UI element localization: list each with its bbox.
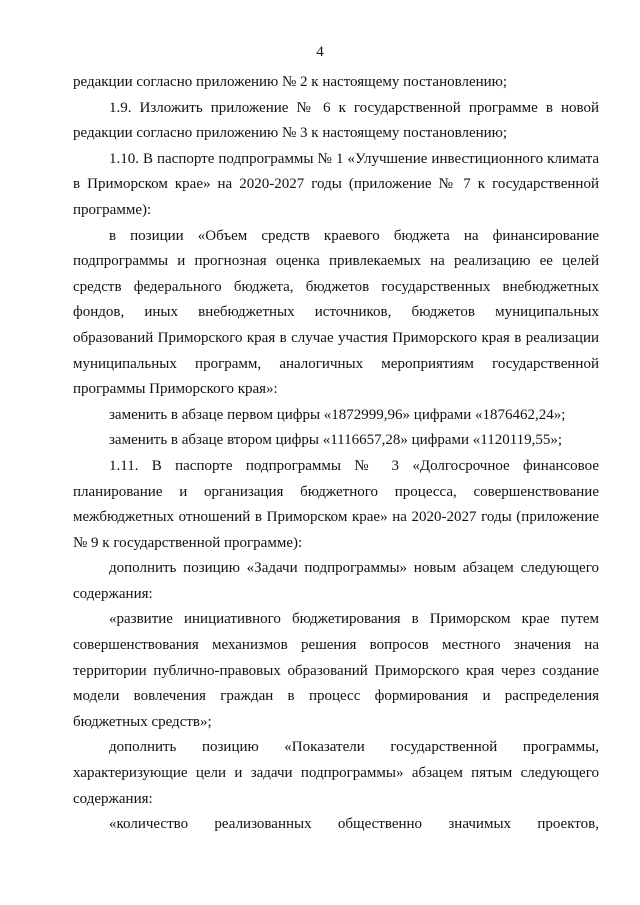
paragraph-add-indicators: дополнить позицию «Показатели государственной программы, характеризующие цели и задачи подпрограммы» абзацем пятым следующего содержания: <box>73 739 599 807</box>
paragraph-quote-budgeting: «развитие инициативного бюджетирования в Приморском крае путем совершенствования механизмов решения вопросов местного значения на территории публично-правовых образований Приморского края через создание модели вовлечения граждан в процесс формирования и распределения бюджетных средств»; <box>73 611 599 730</box>
page-number: 4 <box>316 44 324 60</box>
paragraph-add-tasks: дополнить позицию «Задачи подпрограммы» новым абзацем следующего содержания: <box>73 560 599 602</box>
paragraph-quote-projects: «количество реализованных общественно значимых проектов, <box>109 816 599 833</box>
paragraph-position-volume: в позиции «Объем средств краевого бюджета на финансирование подпрограммы и прогнозная оценка привлекаемых на реализацию ее целей средств федерального бюджета, бюджетов государственных внебюджетных фондов, иных внебюджетных источников, бюджетов муниципальных образований Приморского края в случае участия Приморского края в реализации муниципальных программ, аналогичных мероприятиям государственной программы Приморского края»: <box>73 227 599 398</box>
paragraph-item-1-9: 1.9. Изложить приложение № 6 к государственной программе в новой редакции согласно приложению № 3 к настоящему постановлению; <box>73 99 599 142</box>
paragraph-item-1-11: 1.11. В паспорте подпрограммы № 3 «Долгосрочное финансовое планирование и организация бюджетного процесса, совершенствование межбюджетных отношений в Приморском крае» на 2020-2027 годы (приложение № 9 к государственной программе): <box>73 457 599 551</box>
paragraph-replace-first: заменить в абзаце первом цифры «1872999,96» цифрами «1876462,24»; <box>109 406 566 423</box>
paragraph-replace-second: заменить в абзаце втором цифры «1116657,28» цифрами «1120119,55»; <box>109 432 563 449</box>
paragraph-continuation: редакции согласно приложению № 2 к настоящему постановлению; <box>73 74 508 90</box>
document-body <box>73 70 599 838</box>
paragraph-item-1-10: 1.10. В паспорте подпрограммы № 1 «Улучшение инвестиционного климата в Приморском крае» на 2020-2027 годы (приложение № 7 к государственной программе): <box>73 150 599 218</box>
